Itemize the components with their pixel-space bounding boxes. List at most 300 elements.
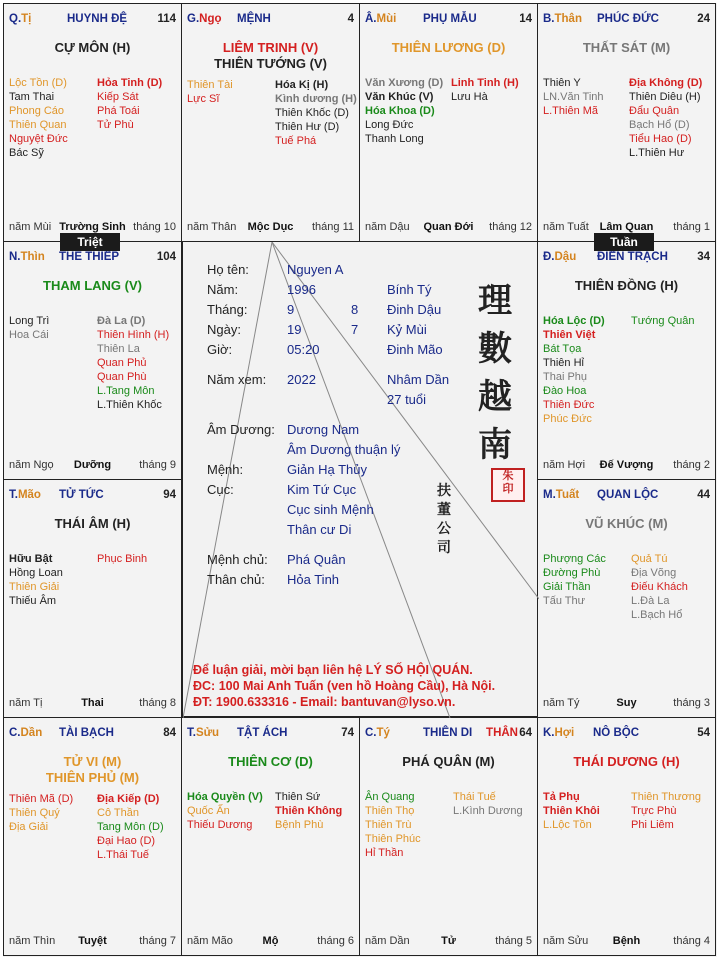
life-stage: Mộc Dục (247, 221, 294, 233)
minor-star: Lưu Hà (451, 91, 488, 103)
branch-name: Tị (21, 13, 32, 25)
palace-number: 64 (519, 727, 532, 739)
minor-star: Hồng Loan (9, 567, 63, 579)
triet-tag: Triệt (60, 233, 120, 251)
minor-star: Đà La (D) (97, 315, 146, 327)
branch-name: Dần (20, 727, 43, 739)
branch-name: Dậu (554, 251, 577, 263)
minor-star: Thiên Việt (543, 329, 596, 341)
info-value-canchi: 27 tuổi (387, 392, 427, 407)
minor-star: Đào Hoa (543, 385, 587, 397)
palace-name: THÊ THIẾP (59, 251, 120, 263)
palace-footer (187, 935, 354, 949)
palace-number: 114 (157, 13, 176, 25)
info-value-lunar: 7 (351, 322, 359, 337)
calligraphy-char: 數 (478, 329, 512, 369)
branch-prefix: T. (187, 727, 196, 739)
palace-name: THIÊN DI (423, 727, 473, 739)
contact-line: ĐC: 100 Mai Anh Tuấn (ven hồ Hoàng Cầu), Hà Nội. (193, 679, 496, 693)
minor-star: Thiên La (97, 343, 140, 355)
minor-star: Linh Tinh (H) (451, 77, 519, 89)
palace-number: 54 (697, 727, 710, 739)
main-star: TỬ VI (M) (63, 754, 122, 769)
minor-stars-left (9, 552, 63, 608)
branch-label (543, 727, 574, 739)
main-star: THÁI ÂM (H) (54, 516, 131, 531)
minor-star: Thanh Long (365, 133, 424, 145)
minor-star: Giải Thần (543, 581, 591, 593)
minor-star: Quan Phủ (97, 357, 147, 369)
main-stars (182, 754, 359, 770)
minor-star: Phá Toái (97, 105, 140, 117)
tuan-tag: Tuần (594, 233, 654, 251)
minor-stars-left (543, 552, 606, 608)
minor-stars-right (275, 78, 357, 148)
branch-prefix: M. (543, 489, 556, 501)
branch-prefix: B. (543, 13, 555, 25)
minor-star: L.Thiên Mã (543, 105, 599, 117)
minor-star: Thiếu Âm (9, 595, 57, 607)
palace-number: 74 (341, 727, 354, 739)
month-label: tháng 7 (139, 935, 176, 947)
life-stage: Quan Đới (423, 221, 474, 233)
minor-star: Thiên Không (275, 805, 343, 817)
minor-star: Quả Tú (631, 553, 668, 565)
branch-label (9, 251, 45, 263)
minor-star: Bác Sỹ (9, 147, 44, 159)
minor-star: Thái Tuế (453, 791, 496, 803)
minor-star: Hỉ Thần (365, 847, 404, 859)
palace-name: PHÚC ĐỨC (597, 13, 659, 25)
palace-number: 4 (347, 13, 354, 25)
minor-star: Hóa Kị (H) (275, 79, 329, 91)
month-label: tháng 12 (489, 221, 532, 233)
minor-star: L.Đà La (631, 595, 670, 607)
minor-stars-left (543, 76, 604, 118)
calligraphy-char: 理 (478, 281, 512, 321)
minor-star: Thiên Thương (631, 791, 702, 803)
palace-cell-suu[interactable] (181, 717, 360, 956)
minor-stars-right (97, 76, 162, 132)
life-stage: Suy (616, 697, 637, 709)
branch-label (9, 13, 31, 25)
info-label: Âm Dương: (207, 422, 275, 437)
palace-header (543, 251, 710, 265)
branch-name: Hợi (554, 727, 575, 739)
minor-star: Thiên Khôi (543, 805, 600, 817)
info-value-canchi: Đinh Dậu (387, 302, 442, 317)
main-stars (4, 754, 181, 786)
palace-name: TẬT ÁCH (237, 727, 288, 739)
minor-star: Bát Tọa (543, 343, 582, 355)
info-value-canchi: Nhâm Dần (387, 372, 450, 387)
main-stars (4, 278, 181, 294)
year-label: năm Dậu (365, 221, 410, 233)
palace-name: ĐIỀN TRẠCH (597, 251, 668, 263)
branch-label (9, 489, 41, 501)
palace-cell-mao[interactable] (3, 479, 182, 718)
than-marker: THÂN (486, 727, 518, 739)
life-stage: Đế Vượng (599, 459, 654, 471)
minor-stars-right (631, 314, 695, 328)
info-value: Dương Nam (287, 422, 360, 437)
palace-name: HUYNH ĐỆ (67, 13, 128, 25)
palace-footer (543, 935, 710, 949)
info-value: Giản Hạ Thủy (287, 462, 367, 477)
minor-star: Hóa Khoa (D) (365, 105, 435, 117)
year-label: năm Ngọ (9, 459, 54, 471)
palace-cell-mui[interactable] (359, 3, 538, 242)
branch-prefix: Q. (9, 13, 22, 25)
palace-number: 44 (697, 489, 710, 501)
palace-cell-than[interactable] (537, 3, 716, 242)
branch-label (187, 727, 219, 739)
month-label: tháng 8 (139, 697, 176, 709)
minor-star: Thiên Quan (9, 119, 67, 131)
branch-label (365, 727, 390, 739)
branch-label (365, 13, 396, 25)
palace-name: QUAN LỘC (597, 489, 659, 501)
minor-star: LN.Văn Tinh (543, 91, 604, 103)
minor-stars-left (9, 792, 73, 834)
palace-header (543, 727, 710, 741)
branch-name: Mão (17, 489, 41, 501)
minor-stars-left (365, 76, 443, 146)
minor-star: Đường Phù (543, 567, 601, 579)
minor-stars-left (9, 314, 49, 342)
minor-star: L.Thiên Khốc (97, 399, 162, 411)
minor-star: L.Thái Tuế (97, 849, 149, 861)
year-label: năm Thìn (9, 935, 56, 947)
branch-name: Ngọ (199, 13, 222, 25)
contact-line: Để luận giải, mời bạn liên hệ LÝ SỐ HỘI QUÁN. (193, 663, 473, 677)
calligraphy-small-char: 扶 (437, 483, 451, 499)
minor-stars-right (631, 790, 701, 832)
minor-star: Nguyệt Đức (9, 133, 68, 145)
month-label: tháng 5 (495, 935, 532, 947)
minor-stars-right (97, 314, 169, 412)
calligraphy-small (437, 482, 453, 558)
minor-star: Thiên Sứ (275, 791, 321, 803)
branch-name: Thân (554, 13, 582, 25)
month-label: tháng 6 (317, 935, 354, 947)
info-value: 2022 (287, 372, 316, 387)
minor-star: Thiên Khốc (D) (275, 107, 349, 119)
minor-star: Ân Quang (365, 791, 415, 803)
minor-star: Hóa Lộc (D) (543, 315, 605, 327)
minor-star: Thiên Phúc (365, 833, 421, 845)
info-value-canchi: Đinh Mão (387, 342, 443, 357)
main-star: THIÊN CƠ (D) (228, 754, 313, 769)
calligraphy-small-char: 公 (437, 521, 451, 537)
palace-header (9, 13, 176, 27)
minor-star: Phục Binh (97, 553, 148, 565)
main-star: THIÊN LƯƠNG (D) (391, 40, 506, 55)
main-star: THIÊN TƯỚNG (V) (214, 56, 327, 71)
info-label: Cục: (207, 482, 234, 497)
info-value-canchi: Kỷ Mùi (387, 322, 427, 337)
minor-star: Bệnh Phù (275, 819, 324, 831)
year-label: năm Mão (187, 935, 233, 947)
palace-header (9, 251, 176, 265)
branch-prefix: G. (187, 13, 200, 25)
minor-star: Thiên Quý (9, 807, 60, 819)
palace-name: TÀI BẠCH (59, 727, 114, 739)
minor-star: Hóa Quyền (V) (187, 791, 263, 803)
info-value: Âm Dương thuận lý (287, 442, 401, 457)
palace-name: TỬ TỨC (59, 489, 104, 501)
year-label: năm Tị (9, 697, 43, 709)
palace-header (9, 489, 176, 503)
palace-number: 104 (156, 251, 176, 263)
life-stage: Tuyệt (78, 935, 107, 947)
branch-prefix: Đ. (543, 251, 555, 263)
info-label: Mệnh: (207, 462, 244, 477)
center-info-panel (182, 241, 538, 717)
minor-star: Lực Sĩ (187, 93, 220, 105)
palace-cell-dau[interactable] (537, 241, 716, 480)
calligraphy-small-char: 董 (437, 502, 451, 518)
life-stage: Trường Sinh (59, 221, 126, 233)
info-label: Năm: (207, 282, 239, 297)
minor-star: L.Kình Dương (453, 805, 523, 817)
main-star: THIÊN PHỦ (M) (45, 770, 140, 785)
palace-cell-ti[interactable] (3, 3, 182, 242)
year-label: năm Tuất (543, 221, 589, 233)
minor-star: Tuế Phá (275, 135, 317, 147)
palace-name: MỆNH (237, 13, 271, 25)
life-stage: Lâm Quan (599, 221, 654, 233)
branch-name: Tý (376, 727, 390, 739)
minor-star: Lộc Tồn (D) (9, 77, 67, 89)
month-label: tháng 1 (673, 221, 710, 233)
minor-stars-left (365, 790, 421, 860)
minor-star: Thiên Hỉ (543, 357, 584, 369)
minor-star: Hỏa Tinh (D) (97, 77, 163, 89)
minor-star: Tử Phù (97, 119, 134, 131)
minor-star: Hữu Bật (9, 553, 53, 565)
info-label: Họ tên: (207, 262, 249, 277)
main-star: THIÊN ĐỒNG (H) (574, 278, 679, 293)
info-label: Ngày: (207, 322, 241, 337)
branch-prefix: T. (9, 489, 18, 501)
minor-star: Tiểu Hao (D) (629, 133, 692, 145)
month-label: tháng 4 (673, 935, 710, 947)
minor-star: Thiên Mã (D) (9, 793, 74, 805)
minor-star: Phi Liêm (631, 819, 674, 831)
palace-footer (187, 221, 354, 235)
life-stage: Tử (441, 935, 456, 947)
palace-footer (543, 697, 710, 711)
palace-header (187, 13, 354, 27)
palace-header (365, 727, 532, 741)
info-value-lunar: 8 (351, 302, 359, 317)
palace-cell-tuat[interactable] (537, 479, 716, 718)
minor-star: Bạch Hổ (D) (629, 119, 690, 131)
year-label: năm Mùi (9, 221, 52, 233)
minor-star: Địa Giải (9, 821, 49, 833)
branch-name: Tuất (555, 489, 580, 501)
year-label: năm Dần (365, 935, 410, 947)
month-label: tháng 2 (673, 459, 710, 471)
minor-star: Thiên Giải (9, 581, 60, 593)
branch-prefix: N. (9, 251, 21, 263)
minor-star: Văn Khúc (V) (365, 91, 434, 103)
minor-star: Thiên Đức (543, 399, 595, 411)
info-value: Kim Tứ Cục (287, 482, 357, 497)
calligraphy-char: 越 (478, 377, 512, 417)
minor-star: Quốc Ấn (187, 805, 230, 817)
main-stars (538, 516, 715, 532)
info-value: 19 (287, 322, 302, 337)
minor-star: Hoa Cái (9, 329, 49, 341)
minor-stars-left (543, 790, 600, 832)
minor-star: Thiên Trù (365, 819, 412, 831)
info-value: 9 (287, 302, 295, 317)
palace-cell-hoi[interactable] (537, 717, 716, 956)
main-star: THẤT SÁT (M) (582, 40, 671, 55)
minor-star: Kình dương (H) (275, 93, 357, 105)
year-label: năm Hợi (543, 459, 586, 471)
minor-star: Tấu Thư (543, 595, 586, 607)
branch-prefix: Â. (365, 13, 377, 25)
info-value: Phá Quân (287, 552, 346, 567)
palace-cell-thin[interactable] (3, 241, 182, 480)
minor-star: Địa Kiếp (D) (97, 793, 160, 805)
branch-name: Mùi (376, 13, 397, 25)
minor-star: Phượng Các (543, 553, 606, 565)
minor-star: Cô Thần (97, 807, 139, 819)
red-stamp: 朱 印 (491, 468, 525, 502)
info-label: Giờ: (207, 342, 233, 357)
minor-star: Trực Phù (631, 805, 677, 817)
info-value: Nguyen A (287, 262, 344, 277)
minor-star: Đẩu Quân (629, 105, 680, 117)
info-value-canchi: Bính Tý (387, 282, 432, 297)
minor-star: Tả Phụ (543, 791, 580, 803)
main-stars (538, 278, 715, 294)
minor-stars-left (187, 78, 233, 106)
minor-star: Long Đức (365, 119, 414, 131)
minor-star: Thiên Tài (187, 79, 233, 91)
minor-star: L.Tang Môn (97, 385, 155, 397)
main-star: VŨ KHÚC (M) (585, 516, 668, 531)
palace-number: 34 (697, 251, 710, 263)
info-value: Cục sinh Mệnh (287, 502, 374, 517)
life-stage: Dưỡng (73, 459, 112, 471)
palace-header (543, 489, 710, 503)
minor-star: Tang Môn (D) (97, 821, 164, 833)
minor-stars-right (97, 792, 164, 862)
minor-star: Thiên Hư (D) (275, 121, 340, 133)
minor-stars-left (543, 314, 605, 426)
main-stars (4, 516, 181, 532)
branch-prefix: C. (9, 727, 21, 739)
palace-cell-dan[interactable] (3, 717, 182, 956)
minor-star: L.Thiên Hư (629, 147, 685, 159)
minor-stars-left (187, 790, 263, 832)
month-label: tháng 10 (133, 221, 176, 233)
minor-star: Thiếu Dương (187, 819, 253, 831)
month-label: tháng 11 (311, 221, 354, 233)
minor-star: Văn Xương (D) (365, 77, 444, 89)
branch-name: Sửu (195, 727, 219, 739)
main-stars (360, 40, 537, 56)
info-label: Năm xem: (207, 372, 267, 387)
palace-header (365, 13, 532, 27)
main-star: PHÁ QUÂN (M) (402, 754, 495, 769)
minor-star: Địa Võng (631, 567, 677, 579)
palace-footer (9, 697, 176, 711)
palace-number: 94 (163, 489, 176, 501)
main-star: LIÊM TRINH (V) (222, 40, 319, 55)
main-stars (4, 40, 181, 56)
branch-label (9, 727, 42, 739)
main-star: THAM LANG (V) (43, 278, 142, 293)
minor-star: Địa Không (D) (629, 77, 703, 89)
branch-label (543, 251, 576, 263)
palace-cell-ty[interactable] (359, 717, 538, 956)
month-label: tháng 3 (673, 697, 710, 709)
main-star: THÁI DƯƠNG (H) (573, 754, 680, 769)
palace-number: 84 (163, 727, 176, 739)
palace-footer (9, 459, 176, 473)
minor-star: Quan Phù (97, 371, 147, 383)
palace-footer (543, 459, 710, 473)
info-label: Thân chủ: (207, 572, 265, 587)
minor-star: Thiên Hình (H) (97, 329, 170, 341)
minor-star: Điếu Khách (631, 581, 688, 593)
palace-footer (9, 935, 176, 949)
minor-star: Kiếp Sát (97, 91, 139, 103)
palace-header (9, 727, 176, 741)
minor-star: L.Bạch Hổ (631, 609, 683, 621)
life-stage: Bệnh (612, 935, 641, 947)
info-label: Mệnh chủ: (207, 552, 268, 567)
palace-number: 24 (697, 13, 710, 25)
minor-star: L.Lộc Tồn (543, 819, 592, 831)
minor-star: Phúc Đức (543, 413, 592, 425)
minor-star: Thai Phụ (543, 371, 588, 383)
minor-stars-right (451, 76, 519, 104)
minor-star: Thiên Thọ (365, 805, 415, 817)
minor-stars-right (453, 790, 523, 818)
branch-prefix: C. (365, 727, 377, 739)
info-value: Hỏa Tinh (287, 572, 340, 587)
palace-name: NÔ BỘC (593, 727, 639, 739)
year-label: năm Sửu (543, 935, 589, 947)
minor-star: Thiên Y (543, 77, 581, 89)
minor-star: Tướng Quân (631, 315, 695, 327)
palace-name: PHỤ MẪU (423, 13, 477, 25)
year-label: năm Tý (543, 697, 580, 709)
minor-star: Tam Thai (9, 91, 55, 103)
info-value: 05:20 (287, 342, 320, 357)
palace-header (543, 13, 710, 27)
main-stars (360, 754, 537, 770)
palace-cell-ngo[interactable] (181, 3, 360, 242)
branch-label (543, 13, 582, 25)
minor-star: Thiên Diêu (H) (629, 91, 701, 103)
branch-name: Thìn (20, 251, 45, 263)
info-label: Tháng: (207, 302, 248, 317)
palace-footer (365, 935, 532, 949)
minor-star: Long Trì (9, 315, 50, 327)
calligraphy-small-char: 司 (437, 540, 451, 556)
minor-star: Phong Cáo (9, 105, 65, 117)
branch-label (187, 13, 222, 25)
palace-number: 14 (519, 13, 532, 25)
